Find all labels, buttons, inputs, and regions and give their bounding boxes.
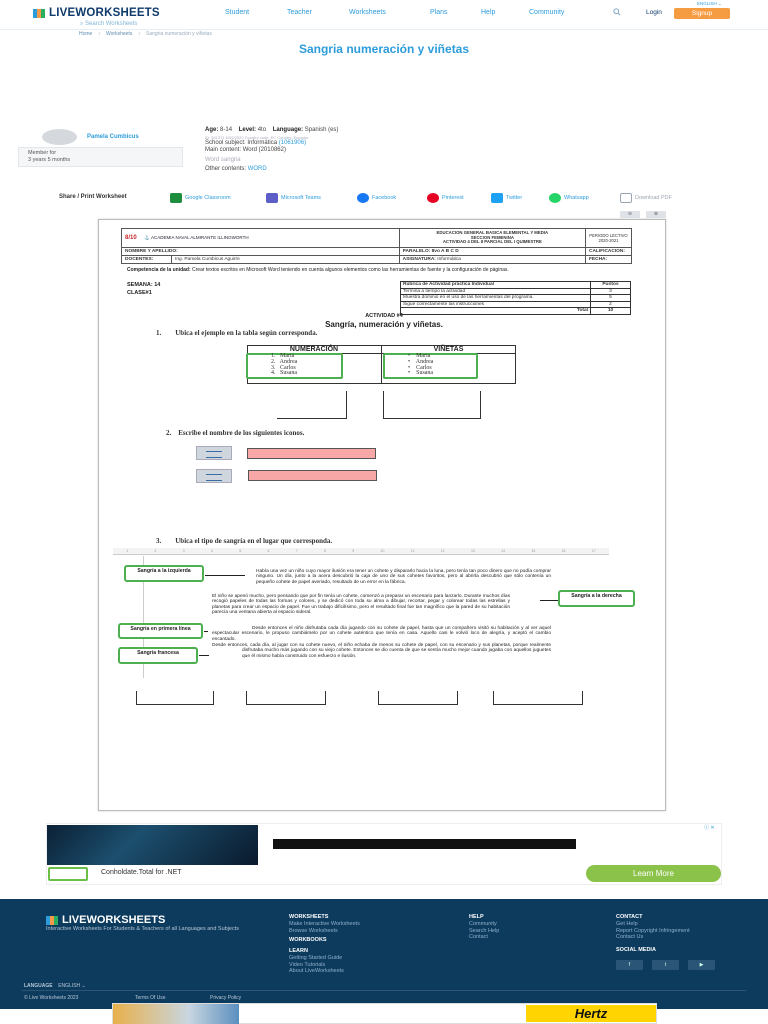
twitter-social-icon[interactable]: t (652, 960, 679, 970)
vinetas-item: • Andrea (408, 358, 434, 365)
member-since (28, 150, 70, 164)
info-tag: Word sangria (205, 156, 241, 163)
nav-community[interactable]: Community (529, 9, 565, 16)
avatar[interactable] (42, 129, 77, 145)
facebook-social-icon[interactable]: f (616, 960, 643, 970)
increase-indent-icon (196, 446, 232, 460)
level-value: 4to (257, 127, 267, 133)
footer-help-head: HELP (469, 914, 484, 920)
pinterest-icon (427, 193, 439, 203)
breadcrumb: Home › Worksheets › Sangria numeración y viñetas (79, 31, 212, 37)
arrow-izquierda (205, 575, 245, 576)
answer-blank-1[interactable] (136, 691, 214, 705)
share-twitter[interactable] (491, 192, 522, 204)
bottom-ad-image (113, 1004, 239, 1024)
footer-language-value: ENGLISH (58, 983, 81, 989)
answer-box-1 (277, 391, 347, 419)
footer-logo-mark-icon (46, 916, 58, 925)
rubric-row (401, 301, 631, 308)
footer-learn-head: LEARN (289, 948, 308, 954)
footer-workbooks-head[interactable]: WORKBOOKS (289, 937, 327, 943)
age-label: Age: (205, 127, 219, 133)
footer-link[interactable]: Video Tutorials (289, 961, 326, 968)
nav-student[interactable]: Student (225, 9, 250, 16)
language-label-info: Language: (272, 127, 304, 133)
rubric-points: 5 (591, 295, 631, 302)
share-label-5: Whatsapp (564, 195, 589, 201)
vinetas-item: • Carlos (408, 364, 432, 371)
info-main (205, 147, 338, 155)
paragraph-1: Había una vez un niño cuyo mayor ilusión era tener un cohete y dispararlo hacia la luna, pero tenía tan poco dinero que no podía comprar ninguno. Un día, junto a la acera descubrió la caja de uno de sus cohetes favoritos, pero al abrirla descubrió que sólo contenía un pequeño cohete de papel averiado, resultado de un error en la fábrica. (256, 569, 551, 585)
share-label-0: Google Classroom (185, 195, 231, 201)
pdf-icon (620, 193, 632, 203)
site-logo[interactable] (33, 7, 160, 19)
footer-privacy-link[interactable]: Privacy Policy (210, 995, 242, 1001)
age-value: 8-14 (220, 127, 233, 133)
callout-sangria-francesa[interactable]: Sangría francesa (118, 647, 198, 664)
zoom-out-button[interactable]: ⊖ (620, 211, 640, 218)
share-download-pdf[interactable] (620, 192, 672, 204)
share-label: Share / Print Worksheet (59, 194, 127, 200)
signup-button[interactable]: Signup (674, 8, 730, 19)
ad-logo-icon (48, 867, 88, 881)
rubric-points: 2 (591, 301, 631, 308)
footer-link[interactable]: Make Interactive Worksheets (289, 921, 360, 927)
footer-copyright: © Live Worksheets 2023 (24, 995, 79, 1001)
paragraph-2: El niño se apenó mucho, pero pensando que por fin tenía un cohete, comenzó a preparar un escenario para lanzarlo. Durante muchos días recogió papeles de todas las formas y colores, y se dedicó con toda su alma a dibujar, recortar, pegar y colorear todas las estrellas y planetas para crear un espacio de papel. Fue un trabajo dificilísimo, pero el resultado final fue tan magnífico que la pared de su habitación parecía una ventana abierta al espacio sideral. (212, 594, 510, 615)
breadcrumb-home[interactable]: Home (79, 31, 93, 37)
share-facebook[interactable] (357, 192, 396, 204)
answer-blank-2[interactable] (246, 691, 326, 705)
rubric-cell: Total (401, 308, 591, 315)
youtube-social-icon[interactable]: ▶ (688, 960, 715, 970)
main-label: Main content: (205, 147, 242, 153)
calificacion-label: CALIFICACION: (585, 248, 631, 256)
activity-title: Sangría, numeración y viñetas. (325, 320, 443, 329)
footer-language[interactable]: LANGUAGE ENGLISH ⌄ (24, 983, 86, 989)
arrow-derecha (540, 600, 558, 601)
footer-language-label: LANGUAGE (24, 983, 53, 989)
teams-icon (266, 193, 278, 203)
footer-link[interactable]: Contact Us (616, 934, 644, 940)
footer-link[interactable]: Contact (469, 934, 488, 940)
rubric-points: Puntos (591, 282, 631, 289)
fecha-label: FECHA: (585, 256, 631, 264)
callout-sangria-derecha[interactable]: Sangría a la derecha (558, 590, 635, 607)
arrow-primera (204, 631, 208, 632)
search-worksheets-label: Search Worksheets (85, 21, 138, 27)
asignatura-label: ASIGNATURA: (402, 257, 436, 262)
other-label: Other contents: (205, 166, 247, 172)
google-classroom-icon (170, 193, 182, 203)
member-label: Member for (28, 150, 57, 156)
rubric-table (400, 281, 631, 315)
rubric-row (401, 295, 631, 302)
semana: SEMANA: 14 (127, 282, 161, 288)
numeracion-header: NUMERACIÓN (289, 346, 339, 353)
decrease-indent-icon (196, 469, 232, 483)
question-1: 1. Ubica el ejemplo en la tabla según corresponda. (156, 329, 318, 337)
footer-link[interactable]: Search Help (469, 927, 500, 934)
info-subject (205, 140, 338, 148)
footer-worksheets-head: WORKSHEETS (289, 914, 329, 920)
competencia-text: Crear textos escritos en Microsoft Word teniendo en cuenta algunos elementos como las herramientas de fuente y la configuración de páginas. (192, 267, 509, 273)
logo-text: LIVEWORKSHEETS (49, 7, 160, 19)
question-3: 3. Ubica el tipo de sangría en el lugar que corresponda. (156, 537, 333, 545)
vinetas-list (408, 354, 433, 377)
paragraph-3: Desde entonces el niño disfrutaba cada día jugando con su cohete de papel, hasta que un compañero visitó su habitación y al ver aquel espectacular escenario, le propuso cambiárselo por un cohete auténtico que tenía en casa. Aquello casi le volvió loco de alegría, y aceptó el cambio encantado. (212, 626, 551, 642)
logo-mark-icon (33, 9, 45, 18)
footer-link[interactable]: Browse Worksheets (289, 927, 338, 934)
header-center: EDUCACION GENERAL BASICA ELEMENTAL Y MEDIA SECCION FEMENINA ACTIVIDAD 4 DEL II PARCIAL DEL I QUIMESTRE (399, 229, 585, 248)
breadcrumb-current: Sangria numeración y viñetas (146, 31, 212, 37)
footer-social-head: SOCIAL MEDIA (616, 947, 656, 953)
search-small-icon: ⌕ (80, 21, 86, 27)
facebook-icon (357, 193, 369, 203)
footer-logo[interactable] (46, 914, 165, 926)
share-label-6: Download PDF (635, 195, 672, 201)
question-2: 2. Escribe el nombre de los siguientes iconos. (166, 429, 305, 437)
ad-close-icon[interactable]: ⓘ ✕ (704, 825, 715, 831)
rubric-row (401, 282, 631, 289)
school-logo-icon: ⚓ (144, 235, 150, 240)
share-label-3: Pinterest (442, 195, 464, 201)
member-value: 3 years 5 months (28, 157, 71, 163)
period: PERIODO LECTIVO 2020-2021 (586, 229, 632, 248)
rubric-cell: Termina a tiempo la actividad (401, 288, 591, 295)
worksheet-header-table (121, 228, 632, 264)
info-row-1 (205, 127, 338, 135)
answer-blank-4[interactable] (493, 691, 583, 705)
word-ruler: 1 2 3 4 5 6 7 8 9 10 11 12 13 14 15 16 17 (113, 548, 609, 555)
breadcrumb-worksheets[interactable]: Worksheets (106, 31, 133, 37)
answer-box-2 (383, 391, 481, 419)
arrow-francesa (199, 655, 209, 656)
level-label: Level: (238, 127, 257, 133)
rubric-row (401, 288, 631, 295)
ad-image (47, 825, 258, 865)
share-pinterest[interactable] (427, 192, 464, 204)
share-label-1: Microsoft Teams (281, 195, 321, 201)
numeracion-list (271, 354, 297, 377)
zoom-in-button[interactable]: ⊕ (646, 211, 666, 218)
score: 8/10 (125, 235, 137, 241)
icon-name-input-1[interactable] (247, 448, 376, 459)
subject-id-link[interactable]: (1061906) (278, 139, 307, 146)
footer-tagline: Interactive Worksheets For Students & Teachers of all Languages and Subjects (46, 926, 240, 932)
nav-help[interactable]: Help (481, 9, 496, 16)
footer-worksheets-links (289, 921, 360, 934)
other-link[interactable]: WORD (247, 166, 267, 172)
subject-value: Informática (247, 139, 278, 146)
callout-sangria-izquierda[interactable]: Sangría a la izquierda (124, 565, 204, 582)
paragraph-4: Desde entonces, cada día, al jugar con su cohete nuevo, el niño echaba de menos su cohete de papel, con su escenario y sus planetas, porque realmente disfrutaba mucho más jugando con su viejo cohete. Entonces se dio cuenta de que se sentía mucho mejor cuando jugaba con aquellos juguetes que él mismo había construido con esfuerzo e ilusión. (212, 643, 551, 659)
ad-banner-bar (273, 839, 576, 849)
callout-sangria-primera-linea[interactable]: Sangría en primera línea (118, 623, 203, 639)
footer-divider (22, 990, 746, 991)
share-whatsapp[interactable] (549, 192, 589, 204)
share-label-4: Twitter (506, 195, 523, 201)
rubric-cell: Sigue correctamente las instrucciones (401, 301, 591, 308)
icon-name-input-2[interactable] (248, 470, 377, 481)
login-link[interactable]: Login (646, 9, 662, 16)
competencia (127, 268, 587, 274)
paralelo: PARALELO: 8vo A B C D (399, 248, 585, 256)
answer-blank-3[interactable] (378, 691, 458, 705)
rubric-cell: Muestra dominio en el uso de las herramientas del programa. (401, 295, 591, 302)
footer-contact-links (616, 921, 690, 941)
subject-label: School subject: (205, 139, 246, 146)
asignatura-value: Informática (437, 257, 461, 262)
main-value: Word (2010862) (242, 147, 286, 153)
ad-text[interactable]: Conholdate.Total for .NET (101, 869, 182, 876)
docentes-value: Ing. Pamela Cumbicus Aguirre (172, 256, 400, 264)
info-other (205, 166, 338, 174)
share-google-classroom[interactable] (170, 192, 231, 204)
rubric-points: 10 (591, 308, 631, 315)
nav-plans[interactable]: Plans (430, 9, 448, 16)
share-microsoft-teams[interactable] (266, 192, 321, 204)
numeracion-item: 4. Susana (271, 370, 297, 377)
numeracion-item: 2. Andrea (271, 358, 298, 365)
language-label: ENGLISH (697, 1, 717, 6)
vinetas-header: VIÑETAS (433, 346, 464, 353)
author-name[interactable]: Pamela Cumbicus (87, 134, 139, 140)
vinetas-item: • Maria (408, 353, 431, 359)
language-selector[interactable]: ENGLISH ⌄ (697, 1, 722, 6)
ad-learn-more-button[interactable]: Learn More (586, 865, 721, 882)
clase: CLASE#1 (127, 290, 152, 296)
footer-link[interactable]: Get Help (616, 921, 638, 927)
footer-link[interactable]: Getting Started Guide (289, 955, 343, 961)
twitter-icon (491, 193, 503, 203)
worksheet-info (205, 127, 338, 174)
asignatura-cell (399, 256, 585, 264)
page-title: Sangria numeración y viñetas (298, 42, 470, 56)
language-value: Spanish (es) (304, 127, 339, 133)
numeracion-item: 1. Maria (271, 353, 295, 359)
rubric-cell: Rúbrica de Actividad práctica Individual (401, 282, 591, 289)
footer-link[interactable]: About LiveWorksheets (289, 968, 344, 974)
footer-contact-head: CONTACT (616, 914, 643, 920)
bottom-ad-brand[interactable]: Hertz (526, 1005, 656, 1022)
rubric-points: 3 (591, 288, 631, 295)
footer-logo-text: LIVEWORKSHEETS (62, 914, 166, 926)
footer-terms-link[interactable]: Terms Of Use (135, 995, 166, 1001)
competencia-label: Competencia de la unidad: (127, 267, 191, 273)
school-cell (122, 229, 400, 248)
nav-teacher[interactable]: Teacher (287, 9, 312, 16)
vinetas-item: • Susana (408, 370, 434, 377)
info-ids: ID: 541371 6/09/2020 Country code: EC Country: Ecuador (205, 134, 309, 140)
share-label-2: Facebook (372, 195, 397, 201)
whatsapp-icon (549, 193, 561, 203)
docentes-label: DOCENTES: (122, 256, 172, 264)
search-worksheets-link[interactable] (80, 21, 137, 28)
numeracion-item: 3. Carlos (271, 364, 296, 371)
footer-help-links (469, 921, 499, 941)
school-name: ACADEMIA NAVAL ALMIRANTE ILLINGWORTH (150, 235, 249, 240)
footer-link[interactable]: Report Copyright Infringement (616, 927, 690, 934)
search-icon[interactable] (613, 8, 621, 16)
nombre-label: NOMBRE Y APELLIDO: (122, 248, 400, 256)
nav-worksheets[interactable]: Worksheets (349, 9, 386, 16)
footer-link[interactable]: Community (469, 921, 497, 927)
activity-number: ACTIVIDAD #4 (365, 313, 403, 319)
footer-learn-links (289, 955, 344, 975)
